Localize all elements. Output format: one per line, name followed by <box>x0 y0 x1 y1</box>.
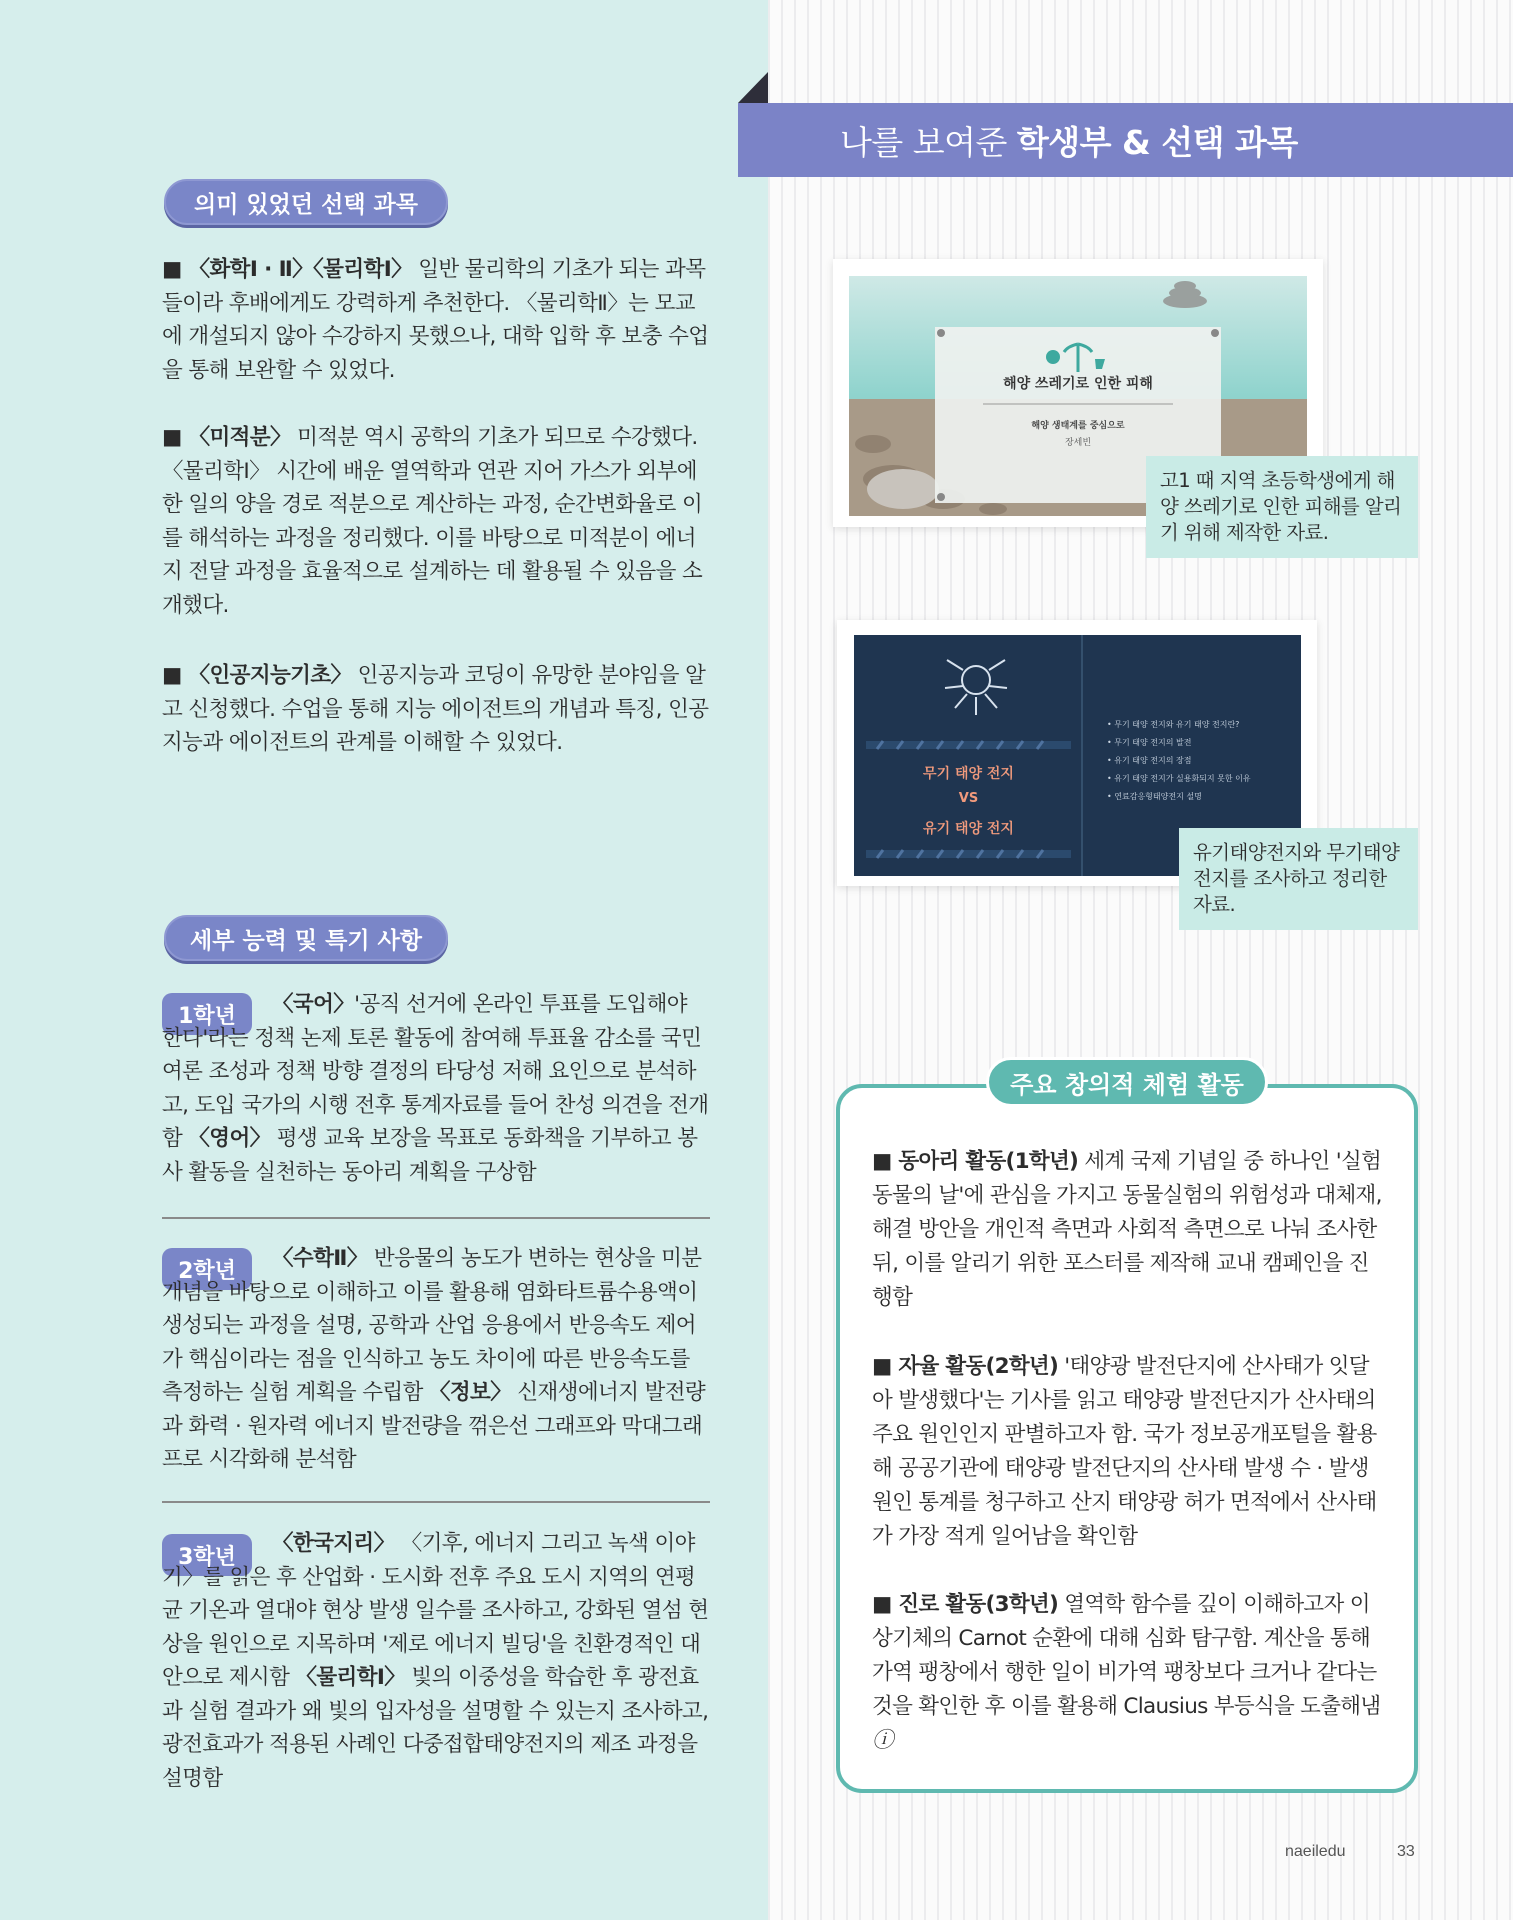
divider <box>162 1217 710 1219</box>
solar-slide-vs: VS <box>958 791 979 806</box>
section-activities-title: 주요 창의적 체험 활동 <box>986 1057 1268 1107</box>
solar-slide-bullets <box>1107 716 1297 806</box>
subject-name: 〈수학Ⅱ〉 <box>272 1246 368 1271</box>
solar-bullet: • 무기 태양 전지의 발전 <box>1107 738 1192 747</box>
solar-slide-caption: 유기태양전지와 무기태양전지를 조사하고 정리한 자료. <box>1179 828 1418 930</box>
elective-paragraph <box>162 253 710 387</box>
activity-body: '태양광 발전단지에 산사태가 잇달아 발생했다'는 기사를 읽고 태양광 발전단지가 산사태의 주요 원인인지 판별하고자 함. 국가 정보공개포털을 활용해 공공기관에 태양광 발전단지의 산사태 발생 수 · 발생 원인 통계를 청구하고 산지 태양광 허가 면적에서 산사태가 가장 적게 일어남을 확인함 <box>872 1354 1377 1549</box>
footer-site: naeiledu <box>1285 1843 1346 1860</box>
subject-name: 〈영어〉 <box>188 1126 271 1151</box>
header-prefix: 나를 보여준 <box>840 122 1007 162</box>
subject-name: 〈물리학Ⅰ〉 <box>295 1665 406 1690</box>
ocean-slide-title: 해양 쓰레기로 인한 피해 <box>1003 376 1153 392</box>
header-title: 학생부 & 선택 과목 <box>1016 122 1298 162</box>
grade-badge: 1학년 <box>162 993 252 1035</box>
grade-text: 빛의 이중성을 학습한 후 광전효과 실험 결과가 왜 빛의 입자성을 설명할 수 있는지 조사하고, 광전효과가 적용된 사례인 다중접합태양전지의 제조 과정을 설명함 <box>162 1665 709 1791</box>
elective-body: 인공지능과 코딩이 유망한 분야임을 알고 신청했다. 수업을 통해 지능 에이전트의 개념과 특징, 인공지능과 에이전트의 관계를 이해할 수 있었다. <box>162 663 709 755</box>
elective-head: ■ 〈화학Ⅰ · Ⅱ〉〈물리학Ⅰ〉 <box>162 257 412 282</box>
grade-text: 평생 교육 보장을 목표로 동화책을 기부하고 봉사 활동을 실천하는 동아리 계획을 구상함 <box>162 1126 698 1185</box>
solar-bullet: • 유기 태양 전지가 실용화되지 못한 이유 <box>1107 774 1251 783</box>
activity-body: 열역학 함수를 깊이 이해하고자 이상기체의 Carnot 순환에 대해 심화 탐구함. 계산을 통해 가역 팽창에서 행한 일이 비가역 팽창보다 크거나 같다는 것을 확인한 후 이를 활용해 Clausius 부등식을 도출해냄 <box>872 1592 1381 1719</box>
ocean-slide-caption: 고1 때 지역 초등학생에게 해양 쓰레기로 인한 피해를 알리기 위해 제작한 자료. <box>1146 456 1418 558</box>
subject-name: 〈한국지리〉 <box>272 1531 395 1556</box>
section-electives-title: 의미 있었던 선택 과목 <box>164 179 448 225</box>
end-mark-icon: ⓘ <box>872 1728 893 1753</box>
activity-paragraph <box>872 1145 1382 1315</box>
grade-badge: 2학년 <box>162 1248 252 1290</box>
grade-paragraph <box>162 988 710 1189</box>
elective-paragraph <box>162 421 710 622</box>
grade-text: 반응물의 농도가 변하는 현상을 미분 개념을 바탕으로 이해하고 이를 활용해 염화타트륨수용액이 생성되는 과정을 설명, 공학과 산업 응용에서 반응속도 제어가 핵심이라는 점을 인식하고 농도 차이에 따른 반응속도를 측정하는 실험 계획을 수립함 <box>162 1246 702 1405</box>
grade-text: 신재생에너지 발전량과 화력 · 원자력 에너지 발전량을 꺾은선 그래프와 막대그래프로 시각화해 분석함 <box>162 1380 706 1472</box>
section-details-title: 세부 능력 및 특기 사항 <box>164 915 448 961</box>
elective-head: ■ 〈인공지능기초〉 <box>162 663 352 688</box>
solar-slide-line2: 유기 태양 전지 <box>923 821 1014 837</box>
activity-body: 세계 국제 기념일 중 하나인 '실험동물의 날'에 관심을 가지고 동물실험의 위험성과 대체재, 해결 방안을 개인적 측면과 사회적 측면으로 나눠 조사한 뒤, 이를 알리기 위한 포스터를 제작해 교내 캠페인을 진행함 <box>872 1149 1382 1310</box>
elective-head: ■ 〈미적분〉 <box>162 425 291 450</box>
elective-body: 일반 물리학의 기초가 되는 과목들이라 후배에게도 강력하게 추천한다. 〈물리학Ⅱ〉는 모교에 개설되지 않아 수강하지 못했으나, 대학 입학 후 보충 수업을 통해 보완할 수 있었다. <box>162 257 709 383</box>
solar-slide-line1: 무기 태양 전지 <box>923 766 1014 782</box>
subject-name: 〈국어〉 <box>272 992 355 1017</box>
ocean-slide-author: 장세빈 <box>1064 438 1092 448</box>
activity-paragraph <box>872 1588 1382 1758</box>
subject-name: 〈정보〉 <box>428 1380 512 1405</box>
solar-bullet: • 무기 태양 전지와 유기 태양 전지란? <box>1107 720 1240 729</box>
header-corner-decoration <box>738 72 768 103</box>
activity-head: ■ 동아리 활동(1학년) <box>872 1149 1079 1174</box>
elective-body: 미적분 역시 공학의 기초가 되므로 수강했다. 〈물리학Ⅰ〉 시간에 배운 열역학과 연관 지어 가스가 외부에 한 일의 양을 경로 적분으로 계산하는 과정, 순간변화율로 이를 해석하는 과정을 정리했다. 이를 바탕으로 미적분이 에너지 전달 과정을 효율적으로 설계하는 데 활용될 수 있음을 소개했다. <box>162 425 703 618</box>
solar-bullet: • 유기 태양 전지의 장점 <box>1107 756 1192 765</box>
grade-paragraph <box>162 1242 710 1477</box>
activity-head: ■ 자율 활동(2학년) <box>872 1354 1059 1379</box>
divider <box>162 1501 710 1503</box>
solar-bullet: • 연료감응형태양전지 설명 <box>1107 792 1202 801</box>
grade-text: '공직 선거에 온라인 투표를 도입해야 한다'라는 정책 논제 토론 활동에 참여해 투표율 감소를 국민 여론 조성과 정책 방향 결정의 타당성 저해 요인으로 분석하고, 도입 국가의 시행 전후 통계자료를 들어 찬성 의견을 전개함 <box>162 992 709 1151</box>
activity-head: ■ 진로 활동(3학년) <box>872 1592 1059 1617</box>
elective-paragraph <box>162 659 710 760</box>
grade-badge: 3학년 <box>162 1534 252 1576</box>
header-band <box>738 103 1513 177</box>
grade-paragraph <box>162 1527 710 1795</box>
ocean-slide-subtitle: 해양 생태계를 중심으로 <box>1031 421 1125 431</box>
page-number: 33 <box>1397 1843 1415 1860</box>
grade-text: 〈기후, 에너지 그리고 녹색 이야기〉를 읽은 후 산업화 · 도시화 전후 주요 도시 지역의 연평균 기온과 열대야 현상 발생 일수를 조사하고, 강화된 열섬 현상을 원인으로 지목하며 '제로 에너지 빌딩'을 친환경적인 대안으로 제시함 <box>162 1531 709 1690</box>
activity-paragraph <box>872 1350 1382 1554</box>
